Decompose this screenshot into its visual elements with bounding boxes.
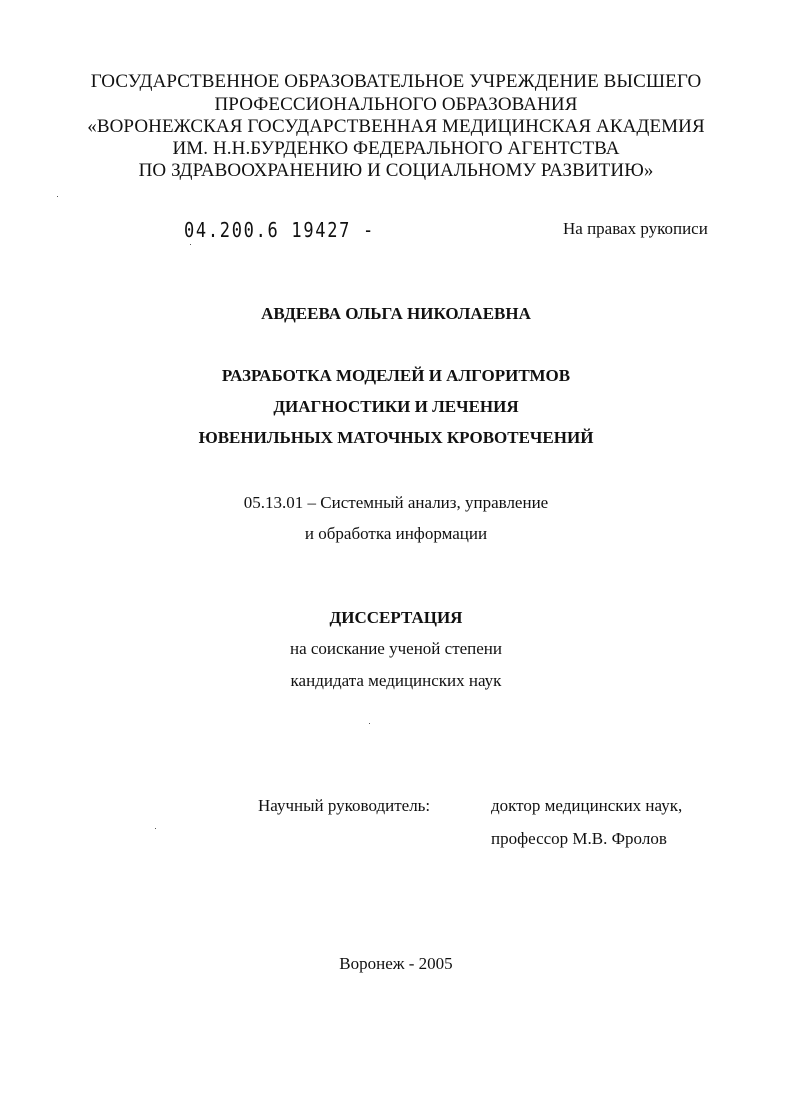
catalog-code: 04.200.6 19427 - <box>184 218 375 242</box>
institution-line-5: ПО ЗДРАВООХРАНЕНИЮ И СОЦИАЛЬНОМУ РАЗВИТИЮ» <box>138 160 654 181</box>
specialty-line-2: и обработка информации <box>304 524 488 543</box>
institution-line-2: ПРОФЕССИОНАЛЬНОГО ОБРАЗОВАНИЯ <box>214 94 578 115</box>
supervisor-degree: доктор медицинских наук, <box>491 796 683 815</box>
supervisor-label: Научный руководитель: <box>258 796 431 815</box>
rights-note: На правах рукописи <box>563 219 708 238</box>
scan-speck <box>57 196 58 197</box>
specialty-line-1: 05.13.01 – Системный анализ, управление <box>243 493 549 512</box>
author-name: АВДЕЕВА ОЛЬГА НИКОЛАЕВНА <box>261 304 531 323</box>
scan-speck <box>190 244 191 245</box>
institution-line-3: «ВОРОНЕЖСКАЯ ГОСУДАРСТВЕННАЯ МЕДИЦИНСКАЯ АКАДЕМИЯ <box>87 116 705 137</box>
thesis-title-line-1: РАЗРАБОТКА МОДЕЛЕЙ И АЛГОРИТМОВ <box>221 366 571 385</box>
degree-line-1: на соискание ученой степени <box>289 639 503 658</box>
institution-line-1: ГОСУДАРСТВЕННОЕ ОБРАЗОВАТЕЛЬНОЕ УЧРЕЖДЕНИЕ ВЫСШЕГО <box>90 71 702 92</box>
thesis-title-line-2: ДИАГНОСТИКИ И ЛЕЧЕНИЯ <box>273 397 519 416</box>
supervisor-name: профессор М.В. Фролов <box>491 829 667 848</box>
thesis-title-line-3: ЮВЕНИЛЬНЫХ МАТОЧНЫХ КРОВОТЕЧЕНИЙ <box>198 428 594 447</box>
degree-line-2: кандидата медицинских наук <box>290 671 502 690</box>
city-year: Воронеж - 2005 <box>339 954 453 973</box>
scan-speck <box>155 828 156 829</box>
institution-line-4: ИМ. Н.Н.БУРДЕНКО ФЕДЕРАЛЬНОГО АГЕНТСТВА <box>172 138 620 159</box>
scan-speck <box>369 723 370 724</box>
work-type-heading: ДИССЕРТАЦИЯ <box>329 608 463 627</box>
